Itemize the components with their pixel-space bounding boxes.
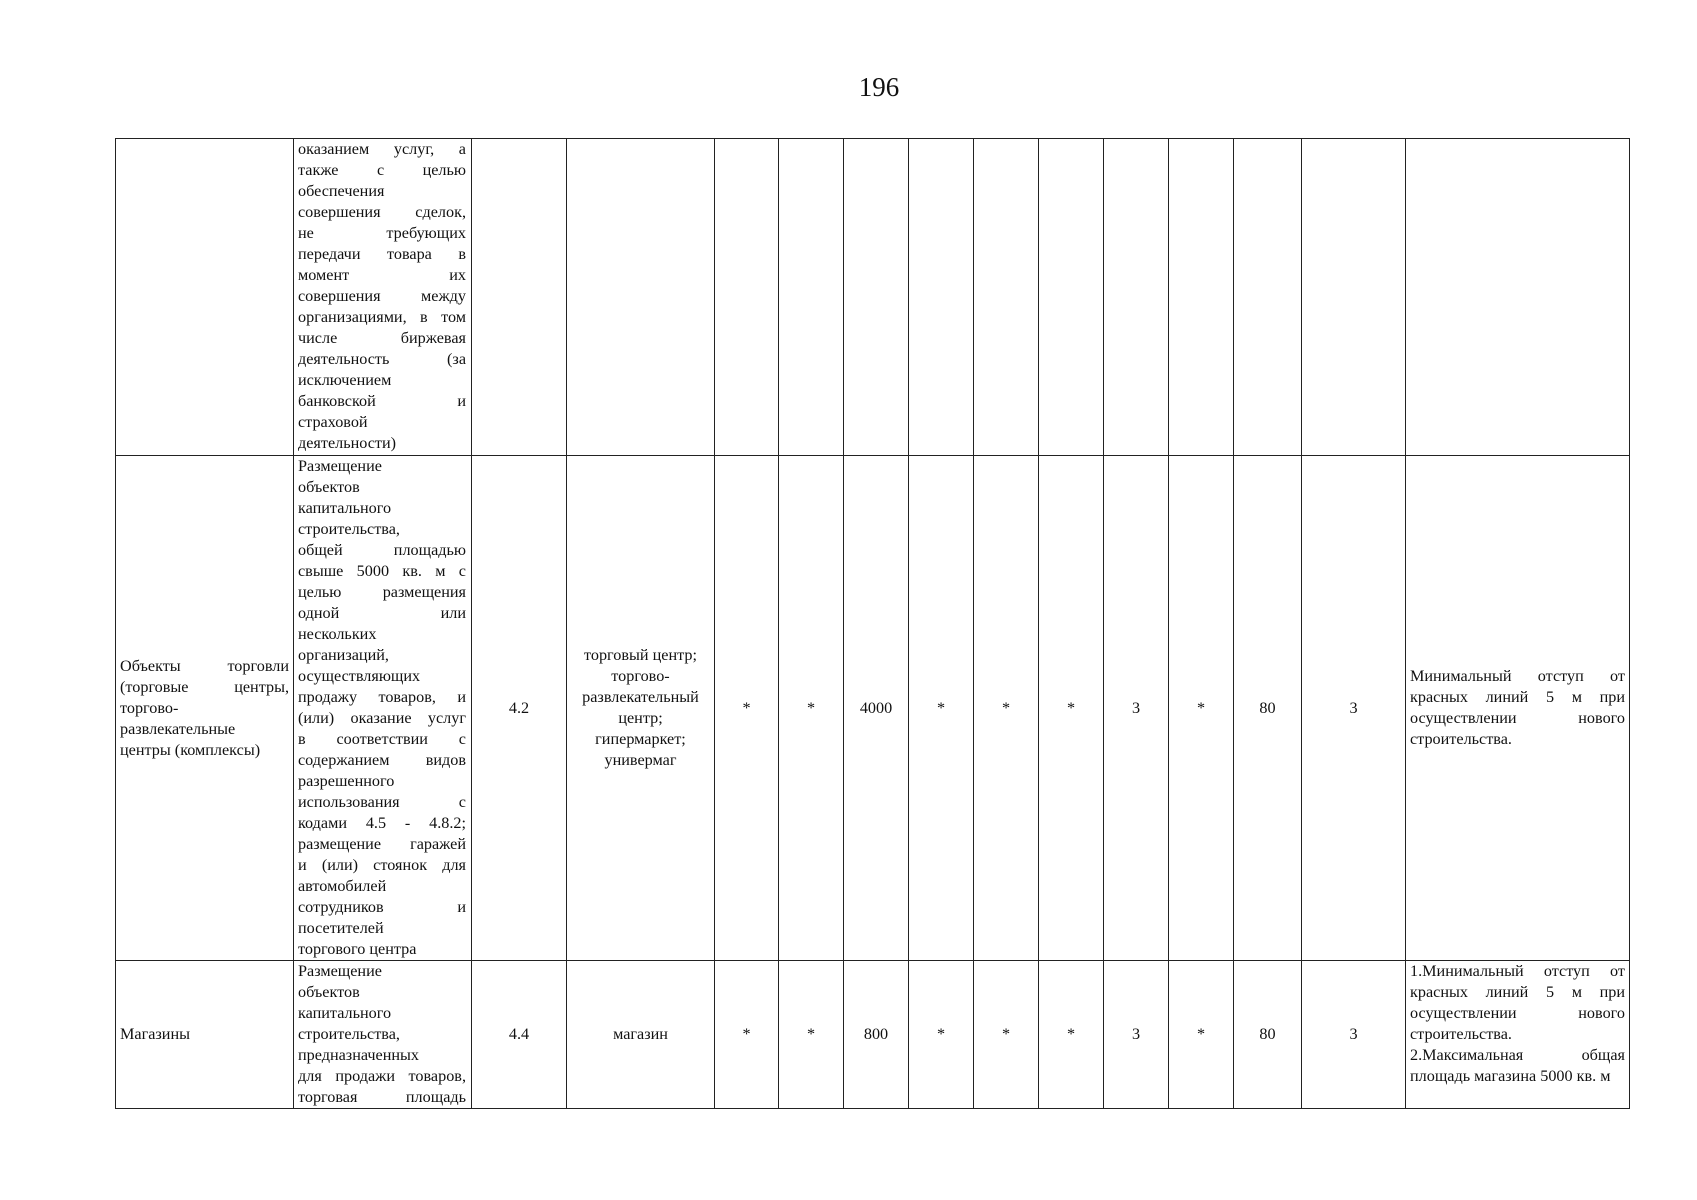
description-line: продажу товаров, и xyxy=(298,688,466,706)
description-line: передачи товара в xyxy=(298,245,466,263)
page-number: 196 xyxy=(858,72,900,102)
use-name: Магазины xyxy=(120,1025,190,1043)
use-code: 4.4 xyxy=(472,961,567,1109)
param-value-3: 800 xyxy=(844,961,909,1109)
notes-cell xyxy=(1406,456,1630,961)
param-value-4: * xyxy=(909,456,974,961)
use-name-cell xyxy=(116,456,294,961)
description-line: капитального xyxy=(298,499,392,517)
use-code xyxy=(472,139,567,456)
param-value-5 xyxy=(974,139,1039,456)
description-line: строительства, xyxy=(298,520,400,538)
use-code: 4.2 xyxy=(472,456,567,961)
description-line: целью размещения xyxy=(298,583,466,601)
description-line: совершения сделок, xyxy=(298,203,466,221)
description-line: осуществляющих xyxy=(298,667,421,685)
description-line: посетителей xyxy=(298,919,384,937)
param-value-5: * xyxy=(974,456,1039,961)
param-value-1 xyxy=(715,139,779,456)
description-line: для продажи товаров, xyxy=(298,1067,466,1085)
description-line: исключением xyxy=(298,371,392,389)
description-line: объектов xyxy=(298,983,360,1001)
description-line: кодами 4.5 - 4.8.2; xyxy=(298,814,466,832)
param-value-9: 80 xyxy=(1234,456,1302,961)
description-line: торговая площадь xyxy=(298,1088,466,1106)
param-value-7 xyxy=(1104,139,1169,456)
use-objects: торговый центр; торгово-развлекательный центр; гипермаркет; универмаг xyxy=(567,456,715,961)
description-line: нескольких xyxy=(298,625,377,643)
description-line: числе биржевая xyxy=(298,329,466,347)
param-value-8 xyxy=(1169,139,1234,456)
param-value-6: * xyxy=(1039,961,1104,1109)
description-line: страховой xyxy=(298,413,368,431)
param-value-7: 3 xyxy=(1104,456,1169,961)
param-value-9 xyxy=(1234,139,1302,456)
param-value-1: * xyxy=(715,456,779,961)
use-name-cell xyxy=(116,961,294,1109)
param-value-2: * xyxy=(779,961,844,1109)
zoning-table xyxy=(115,138,1630,1109)
param-value-7: 3 xyxy=(1104,961,1169,1109)
param-value-10: 3 xyxy=(1302,961,1406,1109)
description-line: совершения между xyxy=(298,287,466,305)
param-value-4 xyxy=(909,139,974,456)
param-value-2 xyxy=(779,139,844,456)
use-description xyxy=(294,456,472,961)
description-line: Размещение xyxy=(298,457,382,475)
description-line: деятельности) xyxy=(298,434,397,452)
description-line: Размещение xyxy=(298,962,382,980)
description-line: (или) оказание услуг xyxy=(298,709,466,727)
table-row xyxy=(116,139,1630,456)
description-line: банковской и xyxy=(298,392,466,410)
param-value-6: * xyxy=(1039,456,1104,961)
description-line: предназначенных xyxy=(298,1046,420,1064)
description-line: использования с xyxy=(298,793,466,811)
note-line: Минимальный отступ от красных линий 5 м при осуществлении нового строительства. xyxy=(1410,667,1625,748)
description-line: торгового центра xyxy=(298,940,417,958)
description-line: в соответствии с xyxy=(298,730,466,748)
table-row xyxy=(116,961,1630,1109)
param-value-4: * xyxy=(909,961,974,1109)
description-line: не требующих xyxy=(298,224,466,242)
description-line: разрешенного xyxy=(298,772,395,790)
notes-cell xyxy=(1406,961,1630,1109)
description-line: оказанием услуг, а xyxy=(298,140,466,158)
param-value-2: * xyxy=(779,456,844,961)
use-description xyxy=(294,139,472,456)
param-value-10: 3 xyxy=(1302,456,1406,961)
description-line: общей площадью xyxy=(298,541,466,559)
description-line: организациями, в том xyxy=(298,308,466,326)
description-line: капитального xyxy=(298,1004,392,1022)
description-line: автомобилей xyxy=(298,877,387,895)
param-value-8: * xyxy=(1169,456,1234,961)
description-line: размещение гаражей xyxy=(298,835,466,853)
param-value-3 xyxy=(844,139,909,456)
description-line: свыше 5000 кв. м с xyxy=(298,562,466,580)
param-value-5: * xyxy=(974,961,1039,1109)
param-value-8: * xyxy=(1169,961,1234,1109)
description-line: объектов xyxy=(298,478,360,496)
note-line: 2.Максимальная общая площадь магазина 5000 кв. м xyxy=(1410,1046,1625,1085)
param-value-10 xyxy=(1302,139,1406,456)
description-line: также с целью xyxy=(298,161,466,179)
description-line: обеспечения xyxy=(298,182,385,200)
description-line: содержанием видов xyxy=(298,751,466,769)
use-description xyxy=(294,961,472,1109)
use-objects: магазин xyxy=(567,961,715,1109)
note-line: 1.Минимальный отступ от красных линий 5 м при осуществлении нового строительства. xyxy=(1410,962,1625,1043)
use-name: Объекты торговли (торговые центры, торгово-развлекательные центры (комплексы) xyxy=(120,656,289,759)
description-line: одной или xyxy=(298,604,466,622)
description-line: деятельность (за xyxy=(298,350,466,368)
description-line: и (или) стоянок для xyxy=(298,856,466,874)
param-value-1: * xyxy=(715,961,779,1109)
param-value-3: 4000 xyxy=(844,456,909,961)
notes-cell xyxy=(1406,139,1630,456)
description-line: сотрудников и xyxy=(298,898,466,916)
table-row xyxy=(116,456,1630,961)
param-value-6 xyxy=(1039,139,1104,456)
param-value-9: 80 xyxy=(1234,961,1302,1109)
description-line: организаций, xyxy=(298,646,389,664)
description-line: строительства, xyxy=(298,1025,400,1043)
description-line: момент их xyxy=(298,266,466,284)
use-objects xyxy=(567,139,715,456)
use-name-cell xyxy=(116,139,294,456)
